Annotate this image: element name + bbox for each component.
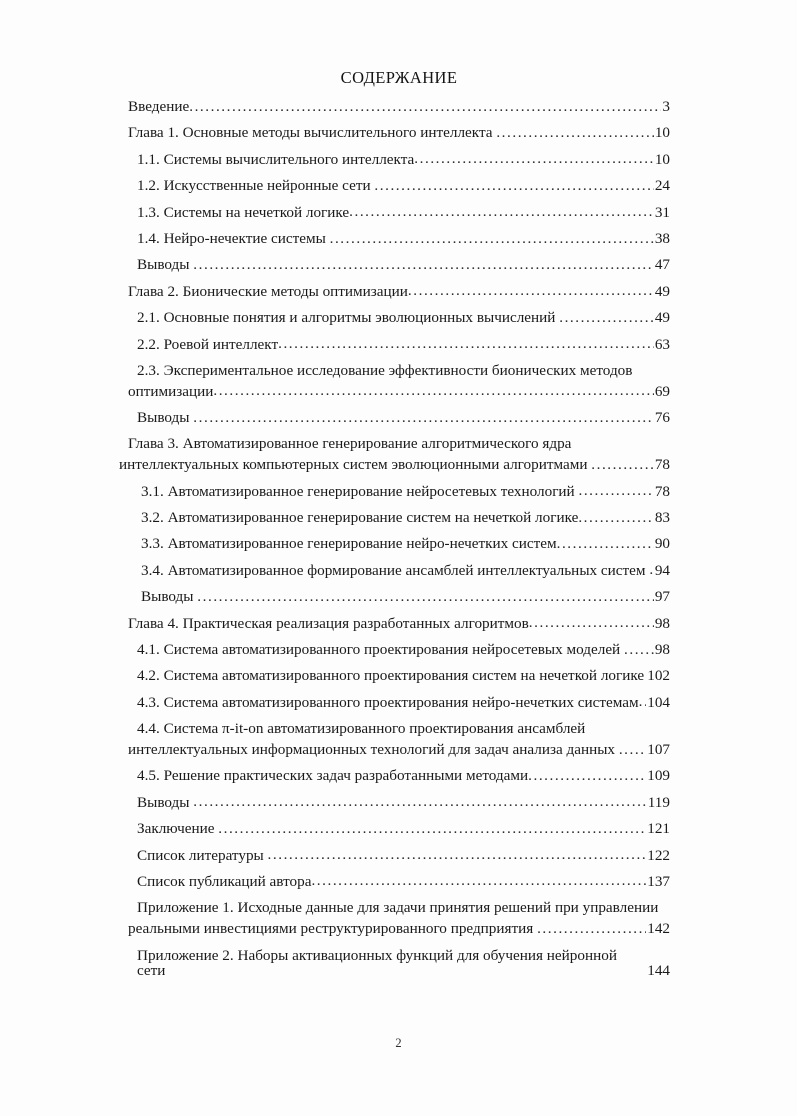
toc-entry-page-number: 49 bbox=[654, 309, 670, 327]
toc-entry-label-line1: Приложение 1. Исходные данные для задачи принятия решений при управлении bbox=[137, 899, 659, 917]
toc-entry-label: 3.3. Автоматизированное генерирование нейро-нечетких систем bbox=[141, 535, 557, 553]
toc-entry-label: 2.1. Основные понятия и алгоритмы эволюционных вычислений bbox=[137, 309, 560, 327]
toc-entry-label: Выводы bbox=[141, 588, 198, 606]
dot-leader bbox=[578, 510, 653, 525]
toc-entry-line2-row bbox=[128, 742, 670, 757]
toc-entry-label: Глава 2. Бионические методы оптимизации bbox=[128, 282, 408, 300]
toc-entry[interactable] bbox=[128, 125, 670, 140]
toc-entry[interactable] bbox=[137, 948, 670, 978]
toc-entry[interactable] bbox=[137, 848, 670, 863]
dot-leader bbox=[213, 384, 653, 399]
toc-entry-page-number: 3 bbox=[662, 98, 670, 115]
toc-entry-page-number: 98 bbox=[654, 641, 670, 659]
toc-entry-label: 1.2. Искусственные нейронные сети bbox=[137, 177, 375, 195]
toc-entry-page-number: 47 bbox=[654, 256, 670, 274]
toc-entry-page-number: 104 bbox=[647, 693, 670, 711]
toc-entry-page-number: 78 bbox=[654, 482, 670, 500]
toc-entry[interactable] bbox=[137, 642, 670, 657]
toc-entry-label: Приложение 2. Наборы активационных функций для обучения нейронной сети bbox=[137, 946, 621, 979]
dot-leader bbox=[189, 99, 661, 114]
toc-entry[interactable] bbox=[137, 231, 670, 246]
dot-leader bbox=[559, 310, 654, 325]
toc-entry[interactable] bbox=[137, 695, 670, 710]
toc-entry-label: Выводы bbox=[137, 793, 194, 811]
toc-entry[interactable] bbox=[128, 361, 670, 400]
toc-entry-label: 4.1. Система автоматизированного проектирования нейросетевых моделей bbox=[137, 641, 624, 659]
toc-entry-page-number: 10 bbox=[654, 150, 670, 168]
dot-leader bbox=[197, 589, 654, 604]
toc-entry-page-number: 63 bbox=[654, 335, 670, 353]
toc-entry[interactable] bbox=[137, 795, 670, 810]
toc-entry-label: 4.2. Система автоматизированного проектирования систем на нечеткой логике bbox=[137, 667, 645, 685]
toc-entry-label: Глава 1. Основные методы вычислительного интеллекта bbox=[128, 124, 497, 142]
dot-leader bbox=[496, 125, 654, 140]
toc-entry-label: 1.1. Системы вычислительного интеллекта bbox=[137, 150, 415, 168]
toc-entry-label: Глава 4. Практическая реализация разработанных алгоритмов bbox=[128, 614, 529, 632]
toc-entry[interactable] bbox=[128, 616, 670, 631]
toc-entry-page-number: 98 bbox=[654, 614, 670, 632]
dot-leader bbox=[649, 563, 654, 578]
toc-entry-label: 4.5. Решение практических задач разработанными методами bbox=[137, 767, 529, 785]
toc-entry-page-number: 109 bbox=[647, 767, 670, 785]
toc-entry[interactable] bbox=[137, 337, 670, 352]
toc-entry-label: 4.3. Система автоматизированного проектирования нейро-нечетких системам bbox=[137, 693, 639, 711]
toc-entry[interactable] bbox=[137, 205, 670, 220]
toc-entry[interactable] bbox=[137, 178, 670, 193]
footer-page-number: 2 bbox=[395, 1036, 402, 1050]
dot-leader bbox=[639, 695, 647, 710]
toc-entry-page-number: 122 bbox=[647, 846, 670, 864]
dot-leader bbox=[591, 457, 654, 472]
dot-leader bbox=[311, 874, 646, 889]
toc-entry[interactable] bbox=[137, 410, 670, 425]
toc-entry[interactable] bbox=[128, 899, 670, 938]
toc-entry-label-line1: Глава 3. Автоматизированное генерирование алгоритмического ядра bbox=[128, 435, 572, 453]
dot-leader bbox=[278, 337, 654, 352]
toc-entry-label: Список публикаций автора bbox=[137, 872, 312, 890]
toc-entry[interactable] bbox=[137, 257, 670, 272]
dot-leader bbox=[414, 152, 654, 167]
toc-entry[interactable] bbox=[141, 589, 670, 604]
dot-leader bbox=[218, 821, 646, 836]
toc-entry-page-number: 107 bbox=[647, 740, 670, 758]
toc-entry[interactable] bbox=[119, 435, 670, 474]
toc-entry-line2-row bbox=[128, 384, 670, 399]
dot-leader bbox=[193, 257, 654, 272]
toc-entry-page-number: 31 bbox=[654, 203, 670, 221]
toc-entry-label: Список литературы bbox=[137, 846, 268, 864]
toc-entry[interactable] bbox=[137, 768, 670, 783]
table-of-contents-list bbox=[119, 98, 670, 979]
toc-entry-page-number: 119 bbox=[647, 793, 670, 811]
toc-entry-page-number: 90 bbox=[654, 535, 670, 553]
toc-entry[interactable] bbox=[137, 152, 670, 167]
dot-leader bbox=[529, 616, 654, 631]
toc-entry-label-line2: оптимизации bbox=[128, 382, 214, 400]
toc-entry[interactable] bbox=[137, 874, 670, 889]
toc-entry[interactable] bbox=[141, 510, 670, 525]
toc-entry-page-number: 142 bbox=[647, 920, 670, 938]
toc-entry-label: 3.2. Автоматизированное генерирование систем на нечеткой логике bbox=[141, 509, 579, 527]
toc-entry-page-number: 83 bbox=[654, 509, 670, 527]
toc-entry-label: Выводы bbox=[137, 256, 194, 274]
toc-entry[interactable] bbox=[128, 284, 670, 299]
toc-entry-label: 1.3. Системы на нечеткой логике bbox=[137, 203, 350, 221]
toc-entry-label-line1: 2.3. Экспериментальное исследование эффективности бионических методов bbox=[137, 361, 633, 379]
toc-entry[interactable] bbox=[128, 720, 670, 758]
toc-entry[interactable] bbox=[137, 310, 670, 325]
dot-leader bbox=[193, 795, 646, 810]
page-title: СОДЕРЖАНИЕ bbox=[340, 68, 458, 87]
dot-leader bbox=[330, 231, 654, 246]
dot-leader bbox=[557, 536, 654, 551]
toc-entry[interactable] bbox=[141, 536, 670, 551]
toc-entry-page-number: 76 bbox=[654, 409, 670, 427]
toc-entry-page-number: 49 bbox=[654, 282, 670, 300]
toc-entry-label: Заключение bbox=[137, 820, 219, 838]
toc-entry-page-number: 24 bbox=[654, 177, 670, 195]
toc-entry-label: 2.2. Роевой интеллект bbox=[137, 335, 279, 353]
toc-entry-page-number: 121 bbox=[647, 820, 670, 838]
toc-entry-label-line2: интеллектуальных информационных технологий для задач анализа данных bbox=[128, 740, 619, 758]
dot-leader bbox=[528, 768, 646, 783]
toc-entry[interactable] bbox=[137, 668, 670, 683]
toc-entry-page-number: 10 bbox=[654, 124, 670, 142]
toc-entry-label: Выводы bbox=[137, 409, 194, 427]
toc-entry-page-number: 38 bbox=[654, 229, 670, 247]
toc-entry-label-line2: интеллектуальных компьютерных систем эволюционными алгоритмами bbox=[119, 456, 592, 474]
dot-leader bbox=[624, 642, 654, 657]
dot-leader bbox=[268, 848, 647, 863]
toc-entry-page-number: 102 bbox=[647, 667, 670, 685]
toc-entry-label: Введение bbox=[128, 98, 190, 115]
toc-entry-page-number: 94 bbox=[654, 561, 670, 579]
toc-entry[interactable] bbox=[141, 563, 670, 578]
dot-leader bbox=[374, 178, 653, 193]
dot-leader bbox=[537, 921, 646, 936]
toc-entry-label: 1.4. Нейро-нечектие системы bbox=[137, 229, 330, 247]
dot-leader bbox=[349, 205, 654, 220]
toc-entry-page-number: 78 bbox=[654, 456, 670, 474]
dot-leader bbox=[193, 410, 654, 425]
toc-entry-line2-row bbox=[128, 921, 670, 936]
toc-entry[interactable] bbox=[128, 99, 670, 114]
toc-entry-label-line1: 4.4. Система π-it-on автоматизированного проектирования ансамблей bbox=[137, 720, 586, 738]
toc-entry-page-number: 69 bbox=[654, 382, 670, 400]
toc-entry-page-number: 97 bbox=[654, 588, 670, 606]
toc-entry-label-line2: реальными инвестициями реструктурированного предприятия bbox=[128, 920, 538, 938]
toc-entry-page-number: 137 bbox=[647, 872, 670, 890]
dot-leader bbox=[619, 742, 646, 757]
toc-entry[interactable] bbox=[141, 484, 670, 499]
toc-entry-line2-row bbox=[119, 457, 670, 472]
dot-leader bbox=[578, 484, 653, 499]
toc-container bbox=[119, 68, 670, 989]
toc-entry-label: 3.4. Автоматизированное формирование ансамблей интеллектуальных систем bbox=[141, 561, 650, 579]
dot-leader bbox=[408, 284, 654, 299]
toc-entry-label: 3.1. Автоматизированное генерирование нейросетевых технологий bbox=[141, 482, 579, 500]
toc-entry[interactable] bbox=[137, 821, 670, 836]
toc-entry-page-number: 144 bbox=[647, 961, 670, 979]
